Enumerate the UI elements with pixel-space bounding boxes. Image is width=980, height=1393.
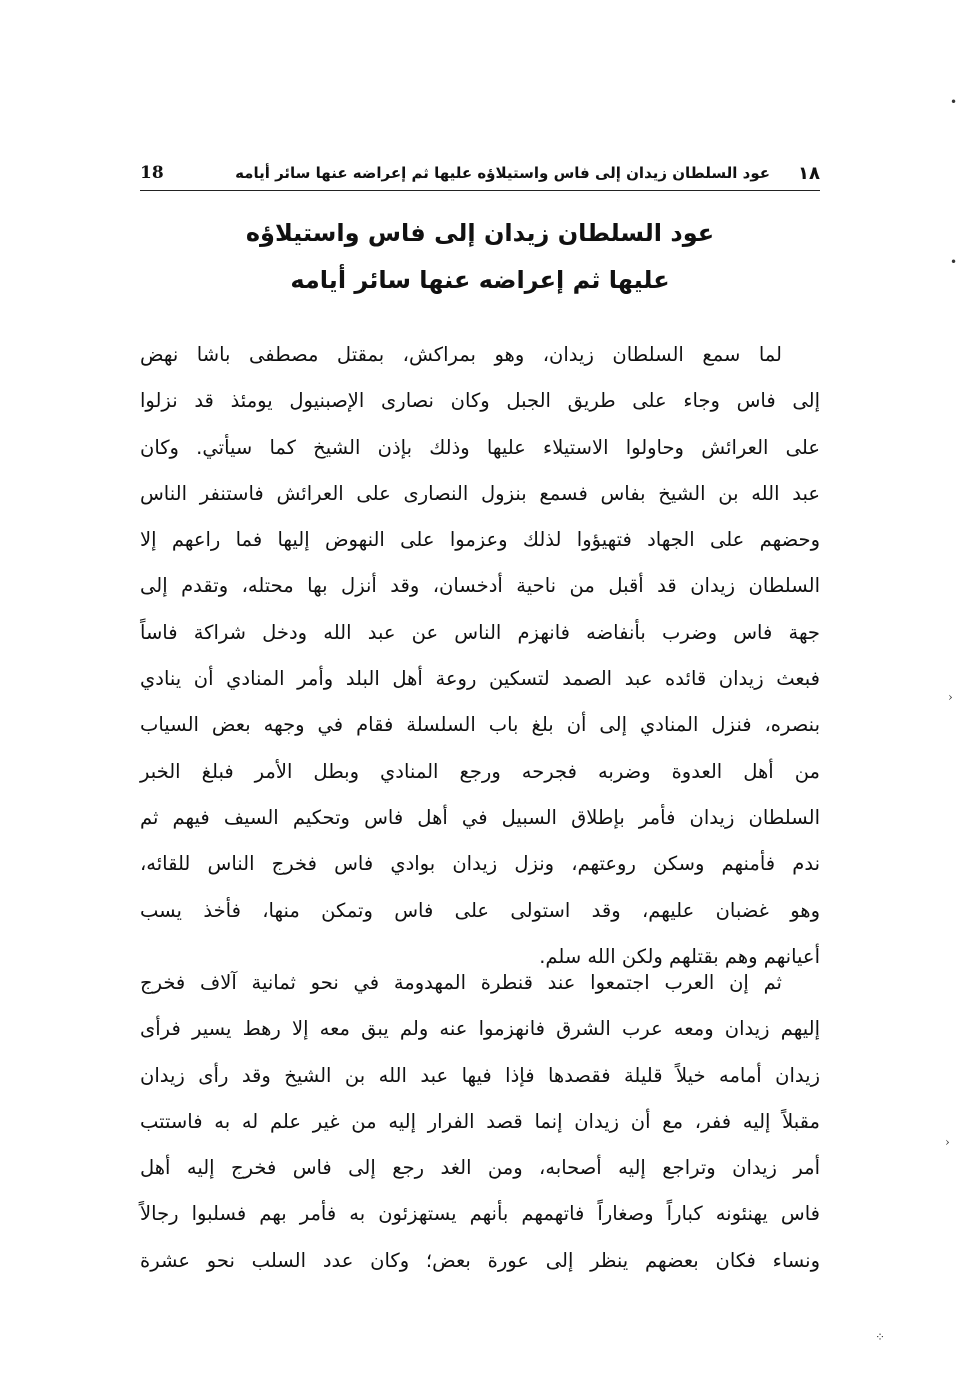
text-line: عبد الله بن الشيخ بفاس فسمع بنزول النصارى على العرائش فاستنفر الناس — [140, 481, 820, 505]
text-line: على العرائش وحاولوا الاستيلاء عليها وذلك بإذن الشيخ كما سيأتي. وكان — [140, 435, 820, 459]
paragraph-2 — [140, 960, 820, 1284]
text-line: السلطان زيدان قد أقبل من ناحية أدخسان، وقد أنزل بها محتله، وتقدم إلى — [140, 574, 820, 598]
text-line: زيدان أمامه خيلاً قليلة فقصدها فإذا فيها عبد الله بن الشيخ وقد رأى زيدان — [140, 1063, 820, 1087]
running-title: عود السلطان زيدان إلى فاس واستيلاؤه عليها ثم إعراضه عنها سائر أيامه — [235, 164, 771, 182]
text-line: أعيانهم وهم بقتلهم ولكن الله سلم. — [539, 944, 820, 968]
text-line: وهو غضبان عليهم، وقد استولى على فاس وتمكن منها، فأخذ يسب — [140, 898, 820, 922]
margin-arrow-mark: › — [948, 690, 953, 704]
text-line: ونساء فكان بعضهم ينظر إلى عورة بعض؛ وكان عدد السلب نحو عشرة — [140, 1248, 820, 1272]
header-rule — [140, 190, 820, 191]
page-number-latin: 18 — [140, 163, 164, 183]
text-line: لما سمع السلطان زيدان، وهو بمراكش، بمقتل مصطفى باشا نهض — [140, 343, 782, 366]
text-line: جهة فاس وضرب بأنفاضه فانهزم الناس عن عبد الله ودخل شراكة فاساً — [140, 620, 820, 644]
text-line: إليهم زيدان ومعه عرب الشرق فانهزموا عنه ولم يبق معه إلا رهط يسير فرأى — [140, 1017, 820, 1041]
text-line: أمر زيدان وتراجع إليه أصحابه، ومن الغد رجع إلى فاس فخرج إليه أهل — [140, 1156, 820, 1180]
page-number-arabic: ١٨ — [798, 162, 820, 184]
text-line: فاس يهنئونه كباراً وصغاراً فاتهمهم بأنهم يستهزئون به فأمر بهم فسلبوا رجالاً — [140, 1202, 820, 1226]
text-line: وحضهم على الجهاد فتهيؤوا لذلك وعزموا على النهوض إليها فما راعهم إلا — [140, 528, 820, 552]
text-line: مقبلاً إليه ففر، مع أن زيدان إنما قصد الفرار إليه من غير علم له به فاستتب — [140, 1109, 820, 1133]
text-line: من أهل العدوة وضربه فجرحه ورجع المنادي وبطل الأمر فبلغ الخبر — [140, 759, 820, 783]
text-line: فبعث زيدان قائده عبد الصمد لتسكين روعة أهل البلد وأمر المنادي أن ينادي — [140, 667, 820, 691]
text-line: ثم إن العرب اجتمعوا عند قنطرة المهدومة في نحو ثمانية آلاف فخرج — [140, 971, 782, 994]
paragraph-1 — [140, 332, 820, 980]
running-header — [140, 158, 820, 188]
margin-dot-mark: • — [950, 255, 958, 269]
text-line: السلطان زيدان فأمر بإطلاق السبيل في أهل فاس وتحكيم السيف فيهم ثم — [140, 805, 820, 829]
text-line: إلى فاس وجاء على طريق الجبل وكان نصارى الإصبنيول يومئذ قد نزلوا — [140, 389, 820, 413]
margin-arrow-mark: › — [945, 1135, 950, 1149]
chapter-title — [140, 210, 820, 304]
text-line: ندم فأمنهم وسكن روعتهم، ونزل زيدان بوادي فاس فخرج الناس للقائه، — [140, 852, 820, 876]
margin-dot-mark: • — [950, 95, 958, 109]
chapter-title-line-2: عليها ثم إعراضه عنها سائر أيامه — [290, 266, 670, 294]
margin-dot-mark: ⁘ — [875, 1330, 886, 1344]
text-line: بنصره، فنزل المنادي إلى أن بلغ باب السلسلة فقام في وجهه بعض السياب — [140, 713, 820, 737]
chapter-title-line-1: عود السلطان زيدان إلى فاس واستيلاؤه — [245, 219, 715, 247]
